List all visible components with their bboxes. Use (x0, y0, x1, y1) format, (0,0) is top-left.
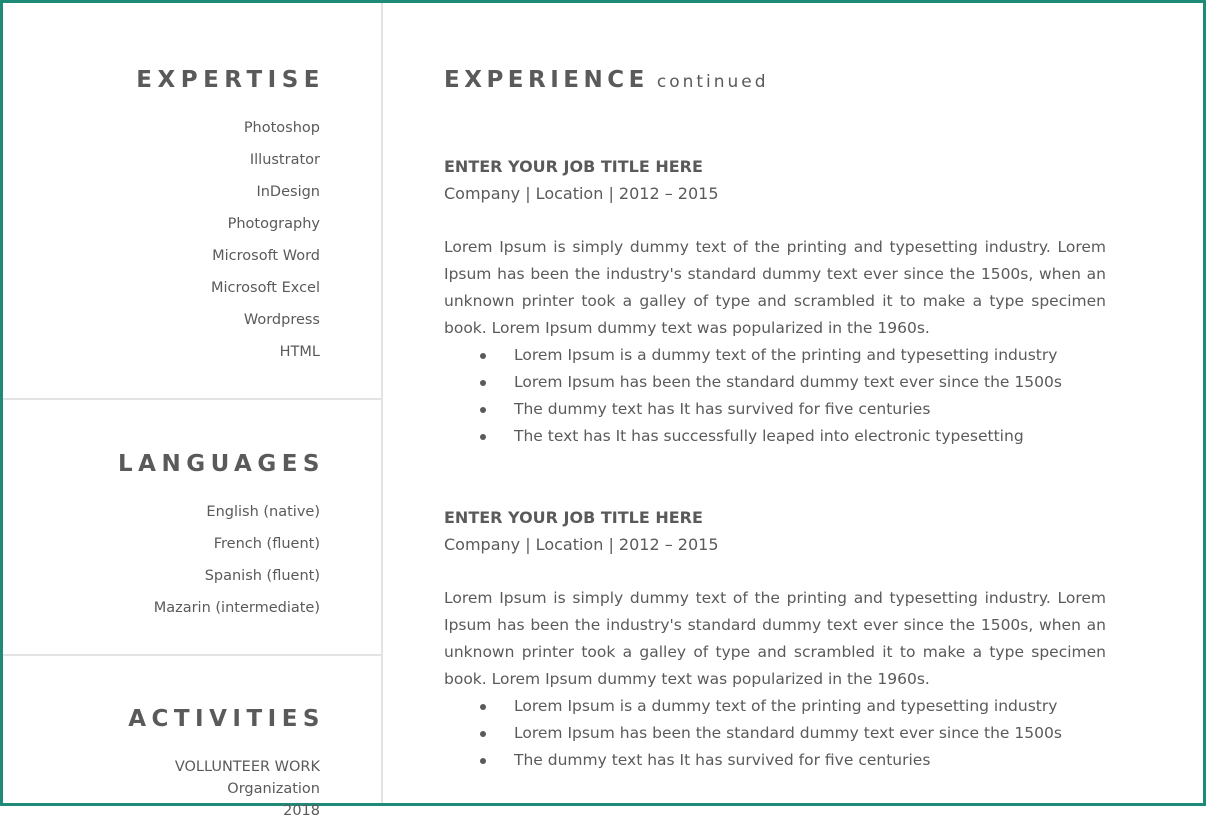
job-bullet-text: The dummy text has It has survived for five centuries (514, 751, 931, 769)
job-title: ENTER YOUR JOB TITLE HERE (444, 508, 703, 527)
job-meta: Company | Location | 2012 – 2015 (444, 535, 719, 554)
main-content (444, 3, 1106, 803)
language-item: French (fluent) (213, 536, 320, 552)
job-entry (444, 504, 1106, 774)
job-bullet (444, 747, 1106, 774)
job-bullet (444, 396, 1106, 423)
job-bullet-text: Lorem Ipsum is a dummy text of the printing and typesetting industry (514, 697, 1058, 715)
job-entry (444, 153, 1106, 450)
job-bullet-text: The text has It has successfully leaped into electronic typesetting (514, 427, 1024, 445)
job-bullets (444, 342, 1106, 450)
expertise-section (3, 65, 381, 368)
expertise-item: Microsoft Excel (210, 280, 320, 296)
expertise-item: HTML (279, 344, 320, 360)
language-item: English (native) (206, 504, 320, 520)
activity-organization: Organization (227, 781, 320, 797)
job-bullet-text: Lorem Ipsum is a dummy text of the printing and typesetting industry (514, 346, 1058, 364)
language-item: Spanish (fluent) (204, 568, 320, 584)
expertise-item: Photoshop (243, 120, 320, 136)
job-meta: Company | Location | 2012 – 2015 (444, 184, 719, 203)
bullet-dot-icon (480, 758, 486, 764)
experience-continued: continued (656, 72, 769, 92)
languages-list (3, 496, 320, 624)
bullet-dot-icon (480, 704, 486, 710)
bullet-dot-icon (480, 407, 486, 413)
job-bullet (444, 369, 1106, 396)
job-bullet-text: Lorem Ipsum has been the standard dummy text ever since the 1500s (514, 373, 1062, 391)
activities-heading: ACTIVITIES (128, 706, 325, 732)
expertise-item: Microsoft Word (212, 248, 320, 264)
activities-entry (3, 756, 320, 822)
job-bullets (444, 693, 1106, 774)
expertise-heading: EXPERTISE (136, 67, 325, 93)
bullet-dot-icon (480, 353, 486, 359)
job-description: Lorem Ipsum is simply dummy text of the printing and typesetting industry. Lorem Ipsum has been the industry's standard dummy text ever since the 1500s, when an unknown printer took a galley of type and scrambled it to make a type specimen book. Lorem Ipsum dummy text was popularized in the 1960s. (444, 238, 1106, 337)
job-bullet (444, 342, 1106, 369)
job-bullet (444, 720, 1106, 747)
experience-title: EXPERIENCE (444, 67, 649, 93)
job-bullet-text: Lorem Ipsum has been the standard dummy text ever since the 1500s (514, 724, 1062, 742)
activity-role: VOLLUNTEER WORK (174, 759, 320, 775)
job-bullet (444, 423, 1106, 450)
language-item: Mazarin (intermediate) (153, 600, 320, 616)
job-description: Lorem Ipsum is simply dummy text of the printing and typesetting industry. Lorem Ipsum has been the industry's standard dummy text ever since the 1500s, when an unknown printer took a galley of type and scrambled it to make a type specimen book. Lorem Ipsum dummy text was popularized in the 1960s. (444, 589, 1106, 688)
expertise-list (3, 112, 320, 368)
experience-heading (444, 65, 769, 97)
languages-heading: LANGUAGES (117, 451, 325, 477)
sidebar-divider (3, 398, 381, 400)
expertise-item: InDesign (256, 184, 320, 200)
job-bullet-text: The dummy text has It has survived for five centuries (514, 400, 931, 418)
activities-section (3, 704, 381, 822)
bullet-dot-icon (480, 434, 486, 440)
activity-year: 2018 (283, 803, 320, 819)
sidebar (3, 3, 383, 819)
job-bullet (444, 693, 1106, 720)
languages-section (3, 449, 381, 624)
sidebar-divider (3, 654, 381, 656)
expertise-item: Illustrator (249, 152, 320, 168)
bullet-dot-icon (480, 731, 486, 737)
expertise-item: Photography (227, 216, 320, 232)
bullet-dot-icon (480, 380, 486, 386)
expertise-item: Wordpress (243, 312, 320, 328)
job-title: ENTER YOUR JOB TITLE HERE (444, 157, 703, 176)
